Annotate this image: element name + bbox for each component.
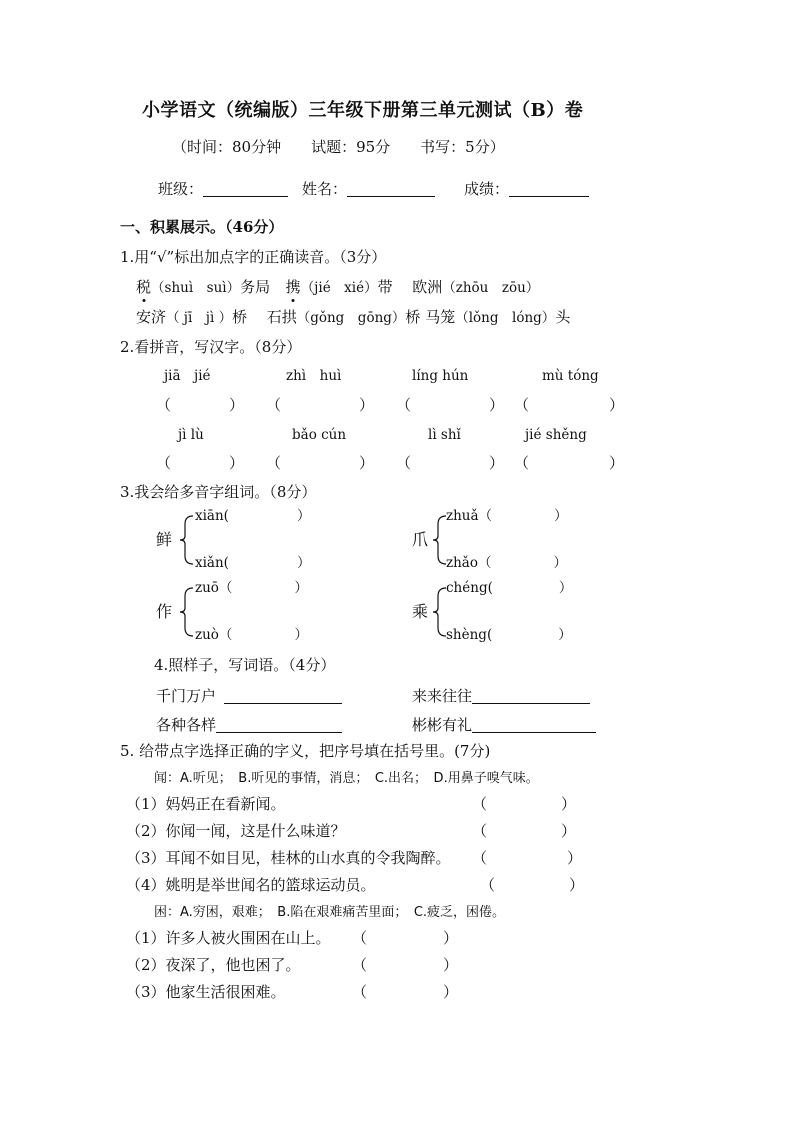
q2-pinyin: jiā jié	[164, 368, 211, 384]
q3-char: 爪	[412, 530, 429, 549]
q1-word: 石拱	[266, 308, 297, 326]
q1-word: 携	[285, 278, 301, 296]
q2-answer-box[interactable]: （ ）	[156, 454, 245, 472]
q3-char: 作	[156, 602, 173, 621]
q4-item: 各种各样	[156, 717, 342, 733]
class-field	[158, 181, 288, 197]
q3-title: 3.我会给多音字组词。（8分）	[120, 483, 317, 501]
q3-reading-top[interactable]: xiān( ）	[195, 508, 311, 524]
q2-answer-box[interactable]: （ ）	[514, 396, 625, 414]
q3-reading-top[interactable]: chéng( ）	[446, 580, 573, 596]
class-label: 班级：	[158, 180, 204, 198]
brace-icon	[177, 584, 195, 640]
q3-reading-bottom[interactable]: shèng( ）	[446, 627, 572, 643]
q5-answer-box[interactable]: （ ）	[472, 795, 577, 813]
brace-icon	[177, 512, 195, 568]
q1-word-rest: 桥	[405, 308, 421, 326]
score-field	[464, 181, 589, 197]
q2-pinyin: lì shǐ	[428, 427, 461, 443]
q4-item: 千门万户	[156, 688, 342, 704]
q2-answer-box[interactable]: （ ）	[396, 454, 505, 472]
q4-blank[interactable]	[472, 717, 596, 733]
name-field	[302, 181, 435, 197]
q1-pinyin-option[interactable]: （ jī jì ）	[166, 310, 233, 326]
q2-answer-box[interactable]: （ ）	[266, 396, 375, 414]
q5-answer-box[interactable]: （ ）	[472, 822, 577, 840]
section1-title: 一、积累展示。（46分）	[120, 218, 284, 236]
q4-blank[interactable]	[224, 688, 342, 704]
q3-char: 乘	[412, 602, 429, 621]
q5-answer-box[interactable]: （ ）	[352, 929, 459, 947]
q2-pinyin: zhì huì	[286, 368, 342, 384]
q2-pinyin: jì lù	[178, 427, 204, 443]
q3-reading-top[interactable]: zhuǎ（ ）	[446, 508, 568, 524]
q5-sentence: （1）妈妈正在看新闻。	[126, 795, 286, 813]
q1-line2	[136, 310, 570, 326]
q1-pinyin-option[interactable]: （shuì suì）	[151, 280, 241, 296]
score-label: 成绩：	[464, 180, 510, 198]
q2-answer-box[interactable]: （ ）	[514, 454, 625, 472]
q2-answer-box[interactable]: （ ）	[156, 396, 245, 414]
q3-char: 鲜	[156, 530, 173, 549]
q5-answer-box[interactable]: （ ）	[480, 876, 585, 894]
q4-blank[interactable]	[472, 688, 590, 704]
q2-answer-box[interactable]: （ ）	[396, 396, 505, 414]
q1-word: 税	[136, 278, 152, 296]
q5-definitions: 困：A.穷困，艰难； B.陷在艰难痛苦里面； C.疲乏，困倦。	[154, 905, 506, 920]
q5-sentence: （1）许多人被火围困在山上。	[126, 929, 331, 947]
q4-item: 彬彬有礼	[412, 717, 596, 733]
q1-line1	[136, 280, 539, 296]
q5-sentence: （3）耳闻不如目见，桂林的山水真的令我陶醉。	[126, 849, 451, 867]
class-blank[interactable]	[203, 181, 288, 197]
q5-definitions: 闻：A.听见； B.听见的事情，消息； C.出名； D.用鼻子嗅气味。	[154, 771, 539, 786]
q1-title: 1.用“√”标出加点字的正确读音。（3分）	[120, 248, 387, 266]
exam-meta: （时间：80分钟 试题：95分 书写：5分）	[172, 138, 505, 156]
q5-answer-box[interactable]: （ ）	[472, 849, 583, 867]
q4-item: 来来往往	[412, 688, 590, 704]
q1-word-rest: 桥	[232, 308, 248, 326]
q3-reading-bottom[interactable]: xiǎn( ）	[195, 555, 311, 571]
q1-pinyin-option[interactable]: （jié xié）	[300, 280, 378, 296]
q5-sentence: （2）你闻一闻，这是什么味道？	[126, 822, 346, 840]
q5-sentence: （4）姚明是举世闻名的篮球运动员。	[126, 876, 376, 894]
q1-pinyin-option[interactable]: （lǒng lóng）	[455, 310, 556, 326]
q2-pinyin: bǎo cún	[292, 427, 347, 443]
q1-pinyin-option[interactable]: （gǒng gōng）	[296, 310, 406, 326]
q3-reading-top[interactable]: zuō（ ）	[195, 580, 308, 596]
q2-pinyin: líng hún	[412, 368, 469, 384]
q5-sentence: （2）夜深了，他也困了。	[126, 956, 301, 974]
q2-pinyin: jié shěng	[525, 427, 587, 443]
q5-answer-box[interactable]: （ ）	[352, 956, 459, 974]
q5-sentence: （3）他家生活很困难。	[126, 983, 286, 1001]
name-blank[interactable]	[347, 181, 435, 197]
q2-answer-box[interactable]: （ ）	[266, 454, 375, 472]
q5-title: 5. 给带点字选择正确的字义，把序号填在括号里。(7分)	[120, 742, 491, 760]
name-label: 姓名：	[302, 180, 348, 198]
q4-title: 4.照样子，写词语。（4分）	[154, 656, 336, 674]
q1-word-rest: 头	[555, 308, 571, 326]
q1-pinyin-option[interactable]: （zhōu zōu）	[442, 280, 540, 296]
score-blank[interactable]	[509, 181, 589, 197]
q1-word: 欧洲	[412, 278, 443, 296]
q1-word: 安济	[136, 308, 167, 326]
q3-reading-bottom[interactable]: zhǎo（ ）	[446, 555, 567, 571]
q1-word: 马笼	[425, 308, 456, 326]
q3-reading-bottom[interactable]: zuò（ ）	[195, 627, 308, 643]
q1-word-rest: 带	[377, 278, 393, 296]
page-title: 小学语文（统编版）三年级下册第三单元测试（B）卷	[142, 100, 584, 121]
q4-blank[interactable]	[216, 717, 342, 733]
q2-title: 2.看拼音，写汉字。（8分）	[120, 338, 302, 356]
q1-word-rest: 务局	[240, 278, 271, 296]
q5-answer-box[interactable]: （ ）	[352, 983, 459, 1001]
q2-pinyin: mù tóng	[542, 368, 599, 384]
